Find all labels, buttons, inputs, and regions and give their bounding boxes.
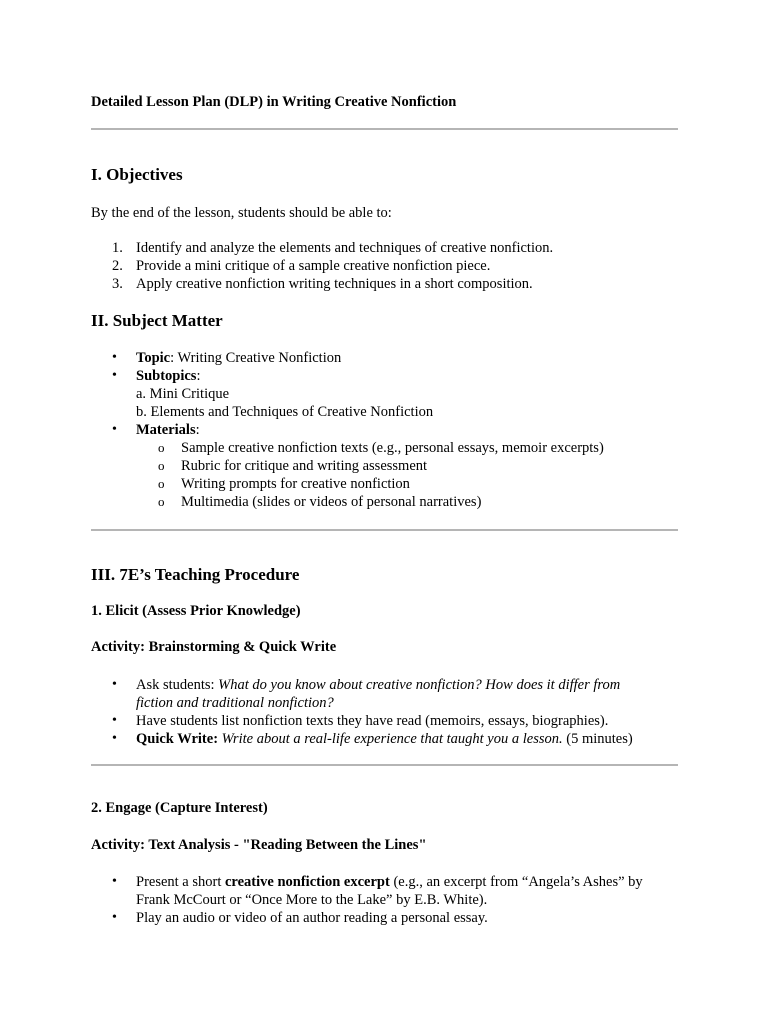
list-item-text: Writing prompts for creative nonfiction (181, 476, 410, 492)
list-item (91, 712, 633, 730)
list-item (91, 367, 604, 421)
bullet-icon: • (112, 368, 117, 383)
elicit-list (91, 676, 633, 748)
divider (91, 764, 678, 766)
list-item (91, 421, 604, 511)
list-item-text: Multimedia (slides or videos of personal narratives) (181, 494, 482, 510)
list-item (136, 457, 604, 475)
list-item (91, 909, 643, 927)
list-number: 1. (112, 240, 123, 256)
materials-colon: : (195, 422, 200, 438)
list-item-text: (e.g., an excerpt from “Angela’s Ashes” by (389, 874, 643, 890)
objectives-heading: I. Objectives (91, 165, 183, 184)
bullet-icon: • (112, 731, 117, 746)
elicit-heading: 1. Elicit (Assess Prior Knowledge) (91, 603, 301, 619)
subtopics-colon: : (196, 368, 201, 384)
bullet-icon: • (112, 422, 117, 437)
list-item-text: Have students list nonfiction texts they have read (memoirs, essays, biographies). (136, 713, 609, 729)
list-item-text: Frank McCourt or “Once More to the Lake” by E.B. White). (136, 892, 488, 908)
quick-write-label: Quick Write: (136, 731, 219, 747)
list-item-text: Ask students: (136, 677, 219, 693)
quick-write-duration: (5 minutes) (562, 731, 633, 747)
list-item (136, 493, 604, 511)
bullet-icon: • (112, 677, 117, 692)
document-title: Detailed Lesson Plan (DLP) in Writing Creative Nonfiction (91, 94, 457, 110)
elicit-activity: Activity: Brainstorming & Quick Write (91, 639, 337, 655)
list-item-text: Rubric for critique and writing assessment (181, 458, 428, 474)
divider (91, 128, 678, 130)
objectives-list (91, 239, 553, 293)
list-item-text: Play an audio or video of an author reading a personal essay. (136, 910, 488, 926)
list-item (91, 676, 633, 712)
list-item (91, 730, 633, 748)
emphasis-text: creative nonfiction excerpt (225, 874, 390, 890)
topic-value: : Writing Creative Nonfiction (170, 350, 342, 366)
list-item-text: Present a short (136, 874, 225, 890)
list-item-text: Provide a mini critique of a sample creative nonfiction piece. (136, 258, 491, 274)
list-item (91, 275, 553, 293)
subject-matter-heading: II. Subject Matter (91, 311, 223, 330)
procedure-heading: III. 7E’s Teaching Procedure (91, 565, 300, 584)
list-item (136, 439, 604, 457)
engage-list (91, 873, 643, 927)
quick-write-prompt: Write about a real-life experience that taught you a lesson. (218, 731, 563, 747)
materials-label: Materials (136, 422, 196, 438)
circle-bullet-icon: o (158, 494, 165, 509)
materials-list (136, 439, 604, 511)
list-item-text: Identify and analyze the elements and techniques of creative nonfiction. (136, 240, 554, 256)
topic-label: Topic (136, 350, 171, 366)
subtopic-item: a. Mini Critique (136, 386, 230, 402)
circle-bullet-icon: o (158, 440, 165, 455)
list-number: 2. (112, 258, 123, 274)
bullet-icon: • (112, 874, 117, 889)
list-item (91, 873, 643, 909)
bullet-icon: • (112, 910, 117, 925)
question-text: What do you know about creative nonfiction? How does it differ from (218, 677, 621, 693)
list-item (91, 257, 553, 275)
bullet-icon: • (112, 350, 117, 365)
circle-bullet-icon: o (158, 476, 165, 491)
subject-matter-list (91, 349, 604, 511)
list-item (91, 239, 553, 257)
list-item (136, 475, 604, 493)
list-number: 3. (112, 276, 123, 292)
list-item (91, 349, 604, 367)
engage-heading: 2. Engage (Capture Interest) (91, 800, 268, 816)
subtopic-item: b. Elements and Techniques of Creative Nonfiction (136, 404, 434, 420)
divider (91, 529, 678, 531)
subtopics-label: Subtopics (136, 368, 197, 384)
bullet-icon: • (112, 713, 117, 728)
engage-activity: Activity: Text Analysis - "Reading Between the Lines" (91, 837, 427, 853)
list-item-text: Apply creative nonfiction writing techniques in a short composition. (136, 276, 533, 292)
question-text: fiction and traditional nonfiction? (136, 695, 334, 711)
objectives-intro: By the end of the lesson, students should be able to: (91, 205, 392, 221)
circle-bullet-icon: o (158, 458, 165, 473)
list-item-text: Sample creative nonfiction texts (e.g., personal essays, memoir excerpts) (181, 440, 604, 456)
